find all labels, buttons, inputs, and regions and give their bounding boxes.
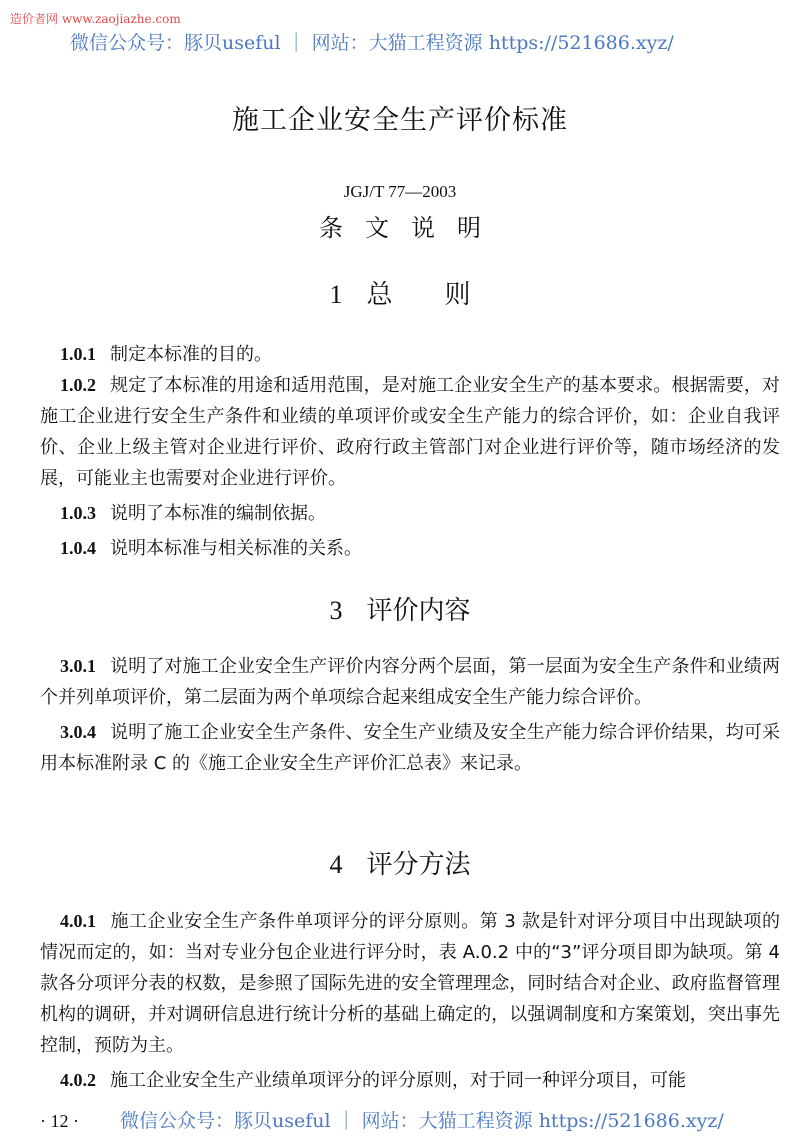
section-heading	[0, 590, 800, 627]
standard-code: JGJ/T 77—2003	[343, 182, 457, 201]
section-heading	[0, 274, 800, 311]
clause: 4.0.2 施工企业安全生产业绩单项评分的评分原则，对于同一种评分项目，可能	[60, 1070, 686, 1091]
section-title: 总 则	[366, 280, 471, 310]
section-title: 评价内容	[366, 596, 471, 626]
watermark-banner-footer: 微信公众号：豚贝useful ｜ 网站：大猫工程资源 https://521686.xyz/	[120, 1110, 724, 1132]
section-number: 3	[329, 596, 343, 625]
section-heading	[0, 844, 800, 881]
section-title: 评分方法	[366, 850, 471, 880]
clause: 3.0.4 说明了施工企业安全生产条件、安全生产业绩及安全生产能力综合评价结果，均可采用本标准附录 C 的《施工企业安全生产评价汇总表》来记录。	[40, 722, 780, 774]
section-body	[40, 651, 780, 779]
section-number: 4	[329, 850, 343, 879]
page-number: · 12 ·	[40, 1111, 79, 1131]
clause: 4.0.1 施工企业安全生产条件单项评分的评分原则。第 3 款是针对评分项目中出现缺项的情况而定的，如：当对专业分包企业进行评分时，表 A.0.2 中的“3”评分项目即为缺项。第 4 款各分项评分表的权数，是参照了国际先进的安全管理理念，同时结合对企业、政府监督管理机构的调研，并对调研信息进行统计分析的基础上确定的，以强调制度和方案策划，突出事先控制，预防为主。	[40, 911, 780, 1056]
watermark-banner: 微信公众号：豚贝useful ｜ 网站：大猫工程资源 https://521686.xyz/	[70, 32, 674, 54]
clause: 1.0.1 制定本标准的目的。	[60, 344, 272, 365]
section-body	[40, 906, 780, 1096]
document-title: 施工企业安全生产评价标准	[232, 105, 568, 136]
clause: 3.0.1 说明了对施工企业安全生产评价内容分两个层面，第一层面为安全生产条件和业绩两个并列单项评价，第二层面为两个单项综合起来组成安全生产能力综合评价。	[40, 656, 780, 708]
subtitle: 条文说明	[319, 214, 503, 242]
watermark-site: 造价者网 www.zaojiazhe.com	[10, 12, 181, 26]
section-number: 1	[329, 280, 343, 309]
clause: 1.0.2 规定了本标准的用途和适用范围，是对施工企业安全生产的基本要求。根据需要，对施工企业进行安全生产条件和业绩的单项评价或安全生产能力的综合评价，如：企业自我评价、企业上级主管对企业进行评价、政府行政主管部门对企业进行评价等，随市场经济的发展，可能业主也需要对企业进行评价。	[40, 375, 780, 489]
section-body	[40, 339, 780, 564]
clause: 1.0.4 说明本标准与相关标准的关系。	[60, 538, 362, 559]
clause: 1.0.3 说明了本标准的编制依据。	[60, 503, 326, 524]
